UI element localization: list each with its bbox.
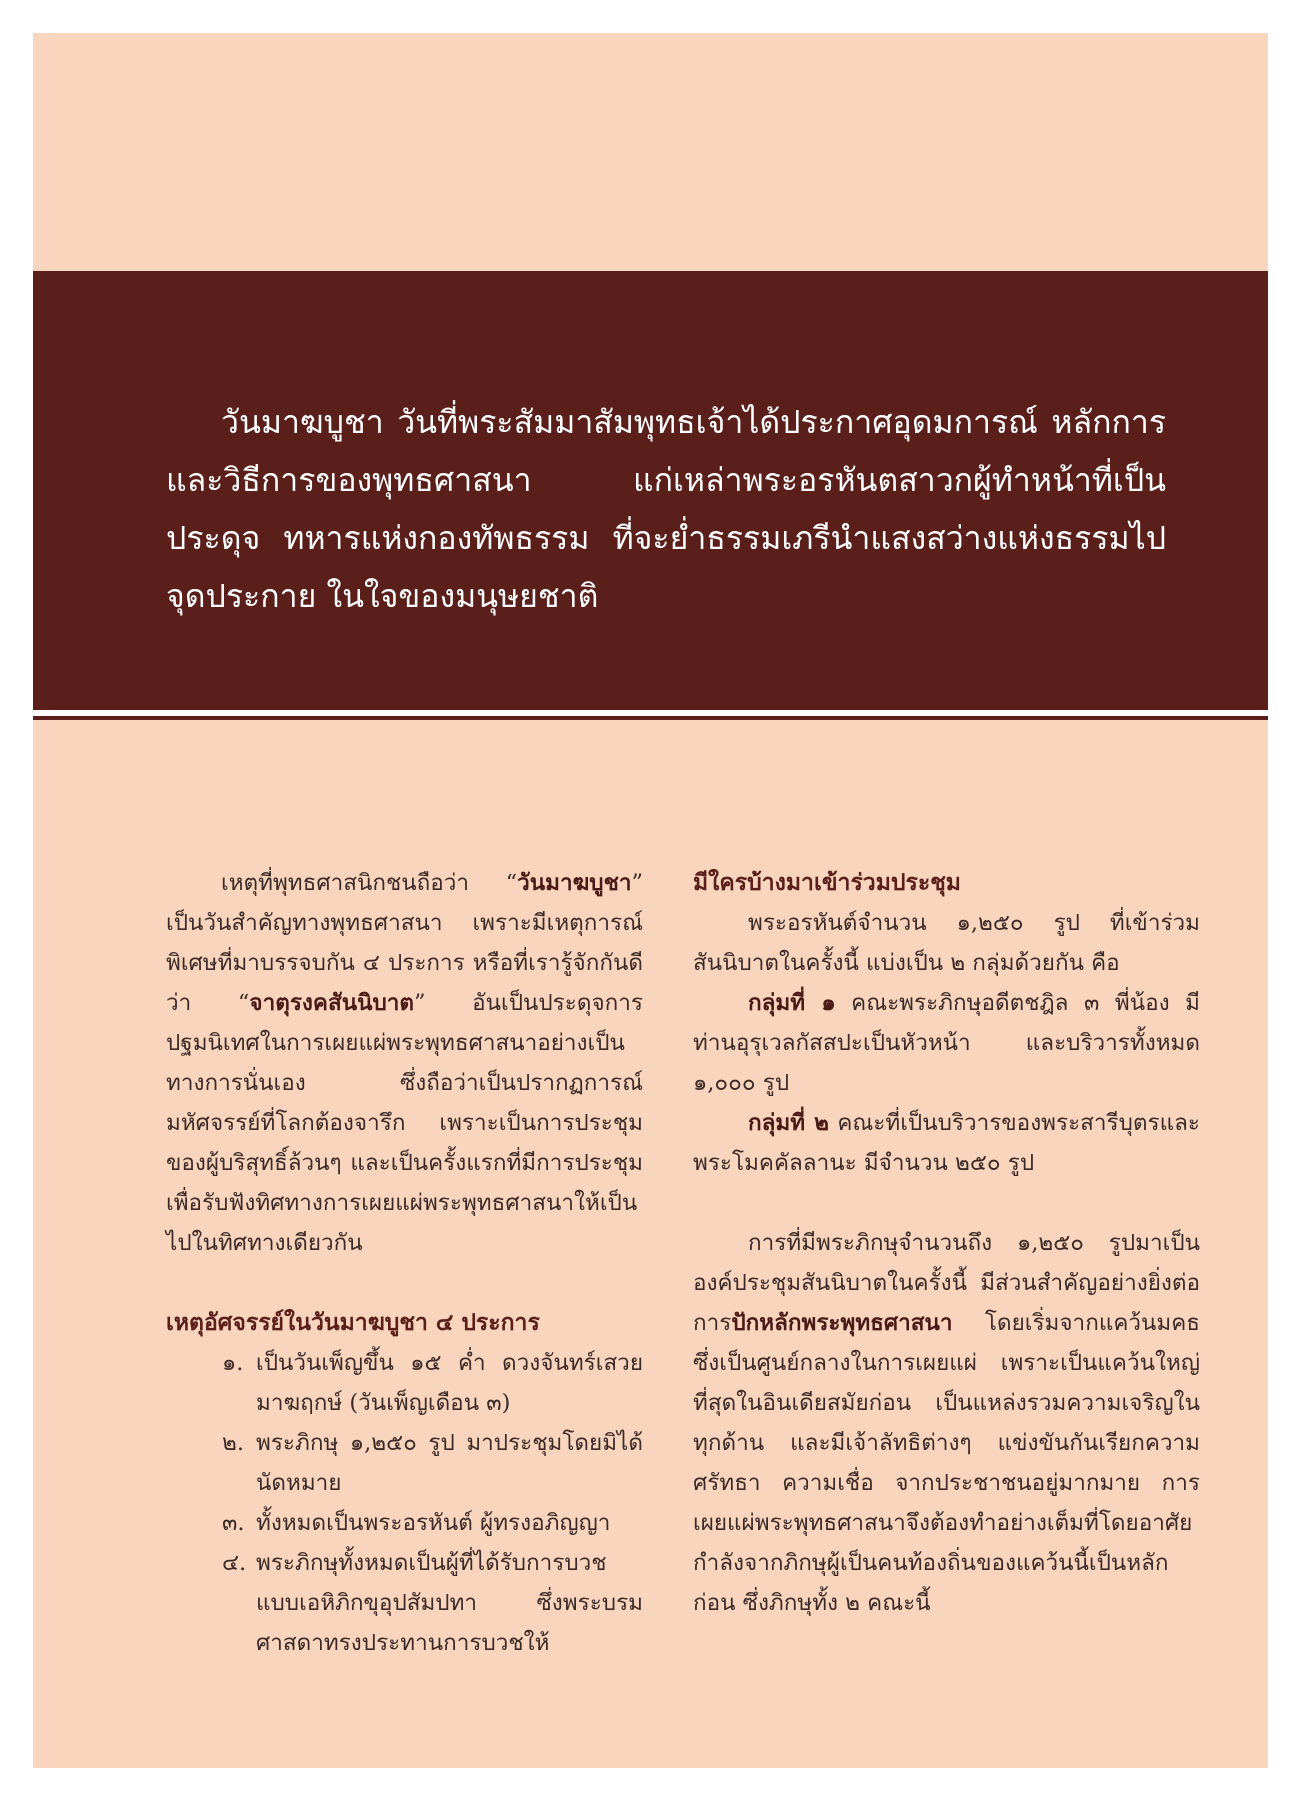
list-number: ๑. <box>222 1350 244 1376</box>
banner-line: ทหารแห่งกองทัพธรรม ที่จะย่ำธรรมเภรีนำแสงสว่างแห่งธรรมไปจุดประกาย <box>166 519 1166 615</box>
group-1-paragraph <box>693 983 1200 1103</box>
banner-line: วันมาฆบูชา วันที่พระสัมมาสัมพุทธเจ้าได้ประกาศอุดมการณ์ หลักการ <box>221 403 1166 441</box>
banner-line: ในใจของมนุษยชาติ <box>326 577 599 615</box>
page <box>33 33 1268 1768</box>
list-item <box>166 1543 643 1663</box>
list-item <box>166 1503 643 1543</box>
text-run: ” เป็นวันสำคัญทางพุทธศาสนา เพราะมีเหตุการณ์พิเศษที่มาบรรจบกัน ๔ ประการ หรือที่เรารู้จักกันดีว่า “ <box>166 870 643 1016</box>
text-run: คณะพระภิกษุอดีตชฎิล ๓ พี่น้อง มีท่านอุรุเวลกัสสปะเป็นหัวหน้า และบริวารทั้งหมด ๑,๐๐๐ รูป <box>693 990 1200 1096</box>
list-text: เป็นวันเพ็ญขึ้น ๑๕ ค่ำ ดวงจันทร์เสวยมาฆฤกษ์ (วันเพ็ญเดือน ๓) <box>256 1350 643 1416</box>
banner-line: และวิธีการของพุทธศาสนา แก่เหล่าพระอรหันตสาวกผู้ทำหน้าที่เป็นประดุจ <box>166 461 1166 557</box>
quote-banner <box>33 271 1268 711</box>
group-2-paragraph <box>693 1103 1200 1183</box>
term-makha-bucha: วันมาฆบูชา <box>517 870 632 896</box>
text-run: เหตุที่พุทธศาสนิกชนถือว่า “ <box>221 870 518 896</box>
divider-maroon <box>33 716 1268 720</box>
group-2-label: กลุ่มที่ ๒ <box>748 1110 829 1136</box>
list-text: พระภิกษุ ๑,๒๕๐ รูป มาประชุมโดยมิได้นัดหมาย <box>256 1430 643 1496</box>
list-item <box>166 1423 643 1503</box>
list-number: ๓. <box>222 1510 245 1536</box>
right-column <box>693 863 1200 1623</box>
list-number: ๒. <box>222 1430 244 1456</box>
section-heading-wonders: เหตุอัศจรรย์ในวันมาฆบูชา ๔ ประการ <box>166 1309 540 1336</box>
text-run: โดยเริ่มจากแคว้นมคธ ซึ่งเป็นศูนย์กลางในการเผยแผ่ เพราะเป็นแคว้นใหญ่ที่สุดในอินเดียสมัยก่อน เป็นแหล่งรวมความเจริญในทุกด้าน และมีเจ้าลัทธิต่างๆ แข่งขันกันเรียกความศรัทธา ความเชื่อ จากประชาชนอยู่มากมาย การเผยแผ่พระพุทธศาสนาจึงต้องทำอย่างเต็มที่โดยอาศัยกำลังจากภิกษุผู้เป็นคนท้องถิ่นของแคว้นนี้เป็นหลักก่อน ซึ่งภิกษุทั้ง ๒ คณะนี้ <box>693 1310 1200 1616</box>
list-text: พระภิกษุทั้งหมดเป็นผู้ที่ได้รับการบวชแบบเอหิภิกขุอุปสัมปทา ซึ่งพระบรมศาสดาทรงประทานการบวชให้ <box>256 1550 643 1656</box>
left-column <box>166 863 643 1663</box>
text-run: ” อันเป็นประดุจการปฐมนิเทศในการเผยแผ่พระพุทธศาสนาอย่างเป็นทางการนั่นเอง ซึ่งถือว่าเป็นปรากฏการณ์มหัศจรรย์ที่โลกต้องจารึก เพราะเป็นการประชุมของผู้บริสุทธิ์ล้วนๆ และเป็นครั้งแรกที่มีการประชุมเพื่อรับฟังทิศทางการเผยแผ่พระพุทธศาสนาให้เป็นไปในทิศทางเดียวกัน <box>166 990 643 1256</box>
text-run: คณะที่เป็นบริวารของพระสารีบุตรและพระโมคคัลลานะ มีจำนวน ๒๕๐ รูป <box>693 1110 1200 1176</box>
attendees-paragraph: พระอรหันต์จำนวน ๑,๒๕๐ รูป ที่เข้าร่วมสันนิบาตในครั้งนี้ แบ่งเป็น ๒ กลุ่มด้วยกัน คือ <box>693 910 1200 976</box>
intro-paragraph <box>166 863 643 1263</box>
list-number: ๔. <box>222 1550 247 1576</box>
group-1-label: กลุ่มที่ ๑ <box>748 990 836 1016</box>
term-establish-buddhism: ปักหลักพระพุทธศาสนา <box>731 1310 953 1336</box>
section-heading-attendees: มีใครบ้างมาเข้าร่วมประชุม <box>693 869 961 896</box>
list-item <box>166 1343 643 1423</box>
significance-paragraph <box>693 1223 1200 1623</box>
term-chaturongkha: จาตุรงคสันนิบาต <box>249 990 414 1016</box>
list-text: ทั้งหมดเป็นพระอรหันต์ ผู้ทรงอภิญญา <box>256 1510 611 1536</box>
wonders-list <box>166 1343 643 1663</box>
banner-quote <box>166 393 1166 625</box>
text-run: การที่มีพระภิกษุจำนวนถึง ๑,๒๕๐ รูปมาเป็นองค์ประชุมสันนิบาตในครั้งนี้ มีส่วนสำคัญอย่างยิ่งต่อการ <box>693 1230 1200 1336</box>
